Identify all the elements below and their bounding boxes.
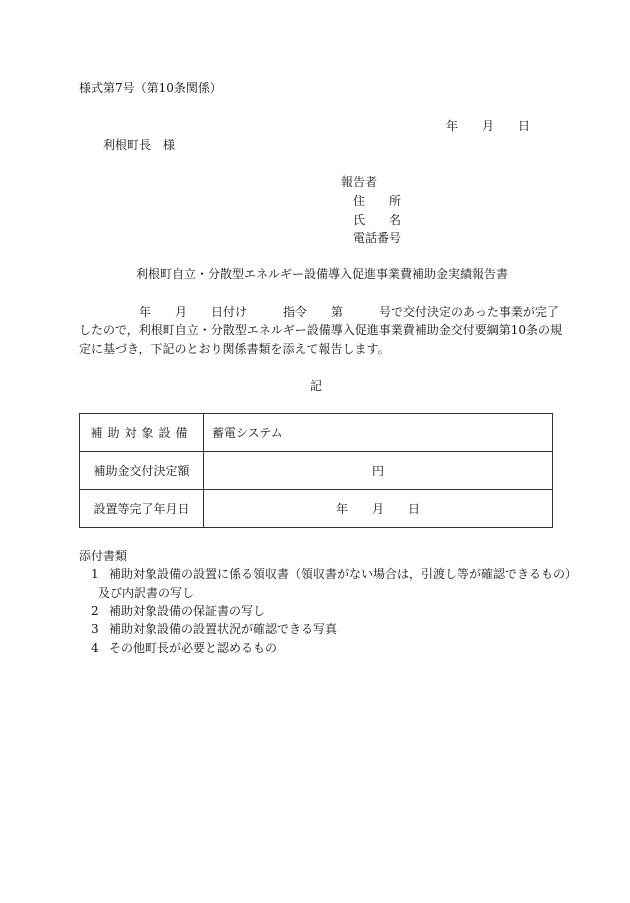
list-item-number: 1 xyxy=(91,567,99,581)
table-label: 補助金交付決定額 xyxy=(80,452,204,490)
table-value: 年 月 日 xyxy=(204,490,553,528)
body-line-1: 年 月 日付け 指令 第 号で交付決定のあった事業が完了 xyxy=(139,305,559,319)
list-item: 補助対象設備の設置に係る領収書（領収書がない場合は，引渡し等が確認できるもの） xyxy=(109,567,578,581)
list-item-number: 2 xyxy=(91,604,99,618)
date-line: 年 月 日 xyxy=(446,119,531,133)
list-item-number: 4 xyxy=(91,641,99,655)
list-item: その他町長が必要と認めるもの xyxy=(109,641,278,655)
reporter-phone-label: 電話番号 xyxy=(353,231,402,245)
list-item: 補助対象設備の設置状況が確認できる写真 xyxy=(109,622,338,636)
reporter-address-label: 住 所 xyxy=(353,194,402,208)
form-number: 様式第7号（第10条関係） xyxy=(79,81,222,95)
reporter-heading: 報告者 xyxy=(341,175,378,189)
list-item-number: 3 xyxy=(91,622,99,636)
list-item: 補助対象設備の保証書の写し xyxy=(109,604,266,618)
reporter-name-label: 氏 名 xyxy=(353,213,402,227)
table-label: 設置等完了年月日 xyxy=(80,490,204,528)
table-row xyxy=(80,452,553,490)
addressee: 利根町長 様 xyxy=(103,138,176,152)
document-title: 利根町自立・分散型エネルギー設備導入促進事業費補助金実績報告書 xyxy=(136,267,509,281)
table-label: 補助対象設備 xyxy=(80,414,204,452)
attachments-heading: 添付書類 xyxy=(79,549,128,563)
list-item-continuation: 及び内訳書の写し xyxy=(98,586,195,600)
table-row xyxy=(80,414,553,452)
table-value: 蓄電システム xyxy=(204,414,553,452)
summary-table xyxy=(79,413,553,528)
table-value: 円 xyxy=(204,452,553,490)
body-line-2: したので，利根町自立・分散型エネルギー設備導入促進事業費補助金交付要綱第10条の規 xyxy=(79,323,563,337)
body-line-3: 定に基づき，下記のとおり関係書類を添えて報告します。 xyxy=(79,342,390,356)
table-row xyxy=(80,490,553,528)
ki-note: 記 xyxy=(310,379,323,393)
